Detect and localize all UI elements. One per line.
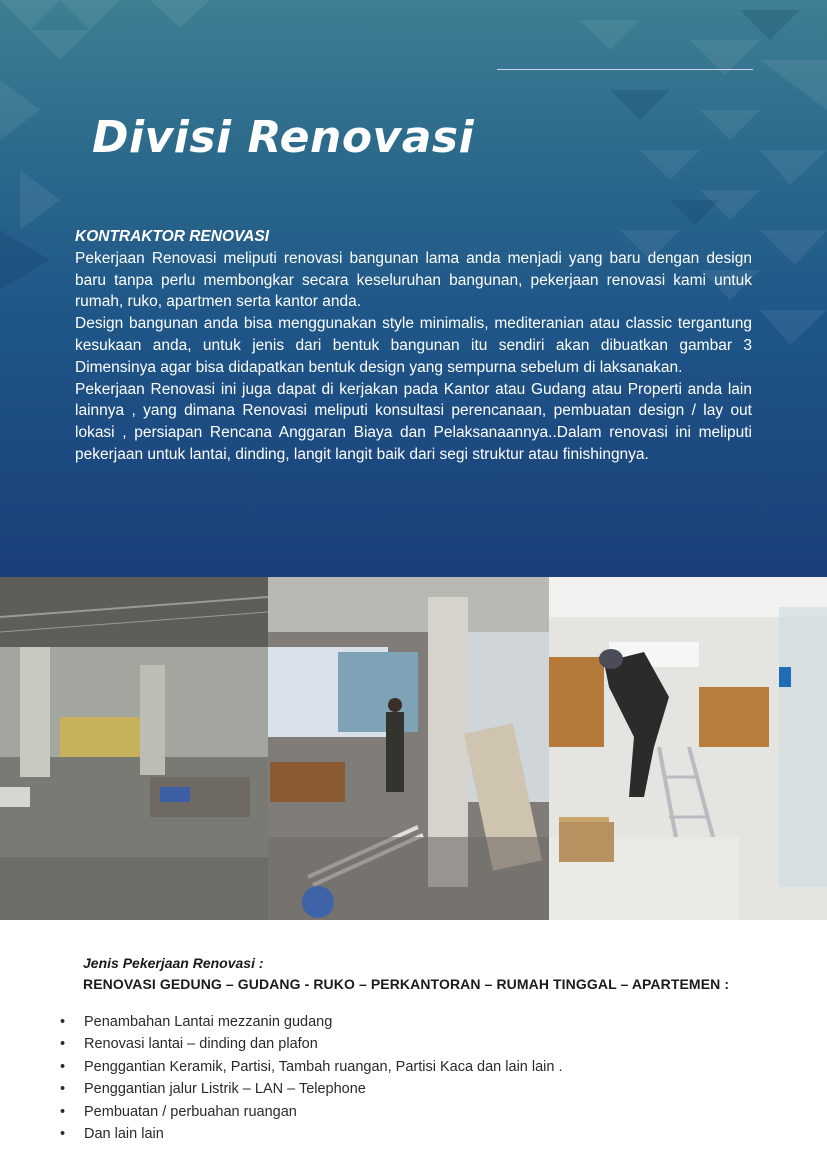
list-item: • Penggantian jalur Listrik – LAN – Telephone <box>60 1078 563 1100</box>
section-heading: KONTRAKTOR RENOVASI <box>75 228 270 245</box>
work-types-list <box>60 1011 563 1145</box>
bullet-icon: • <box>60 1103 66 1120</box>
work-types-section <box>0 920 827 1170</box>
list-item: • Dan lain lain <box>60 1123 563 1145</box>
list-item: • Pembuatan / perbuahan ruangan <box>60 1101 563 1123</box>
renovation-photo-2 <box>268 577 549 920</box>
page-title: Divisi Renovasi <box>92 112 475 163</box>
renovation-photo-3 <box>549 577 827 920</box>
top-divider-line <box>497 69 753 70</box>
renovation-photo-1 <box>0 577 268 920</box>
paragraph: Pekerjaan Renovasi ini juga dapat di kerjakan pada Kantor atau Gudang atau Properti anda lain lainnya , yang dimana Renovasi meliputi konsultasi perencanaan, pembuatan design / lay out lokasi , persiapan Rencana Anggaran Biaya dan Pelaksanaannya..Dalam renovasi ini meliputi pekerjaan untuk lantai, dinding, langit langit baik dari segi struktur atau finishingnya. <box>75 380 752 463</box>
bullet-icon: • <box>60 1081 66 1098</box>
section-body <box>75 226 752 466</box>
paragraph: Pekerjaan Renovasi meliputi renovasi bangunan lama anda menjadi yang baru dengan design baru tanpa perlu membongkar secara keseluruhan bangunan, pekerjaan renovasi kami untuk rumah, ruko, apartmen serta kantor anda. <box>75 249 752 311</box>
bullet-icon: • <box>60 1036 66 1053</box>
list-item: • Penambahan Lantai mezzanin gudang <box>60 1011 563 1033</box>
list-item: • Renovasi lantai – dinding dan plafon <box>60 1033 563 1055</box>
hero-banner <box>0 0 827 577</box>
work-types-scope: RENOVASI GEDUNG – GUDANG - RUKO – PERKANTORAN – RUMAH TINGGAL – APARTEMEN : <box>83 976 730 992</box>
bullet-icon: • <box>60 1126 66 1143</box>
photo-strip <box>0 577 827 920</box>
bullet-icon: • <box>60 1014 66 1030</box>
bullet-icon: • <box>60 1058 66 1075</box>
work-types-intro: Jenis Pekerjaan Renovasi : <box>83 955 264 971</box>
list-item: • Penggantian Keramik, Partisi, Tambah ruangan, Partisi Kaca dan lain lain . <box>60 1056 563 1078</box>
paragraph: Design bangunan anda bisa menggunakan style minimalis, mediteranian atau classic tergantung kesukaan anda, untuk jenis dari bentuk bangunan itu sendiri akan dibuatkan gambar 3 Dimensinya agar bisa didapatkan bentuk design yang sempurna sebelum di laksanakan. <box>75 315 752 376</box>
